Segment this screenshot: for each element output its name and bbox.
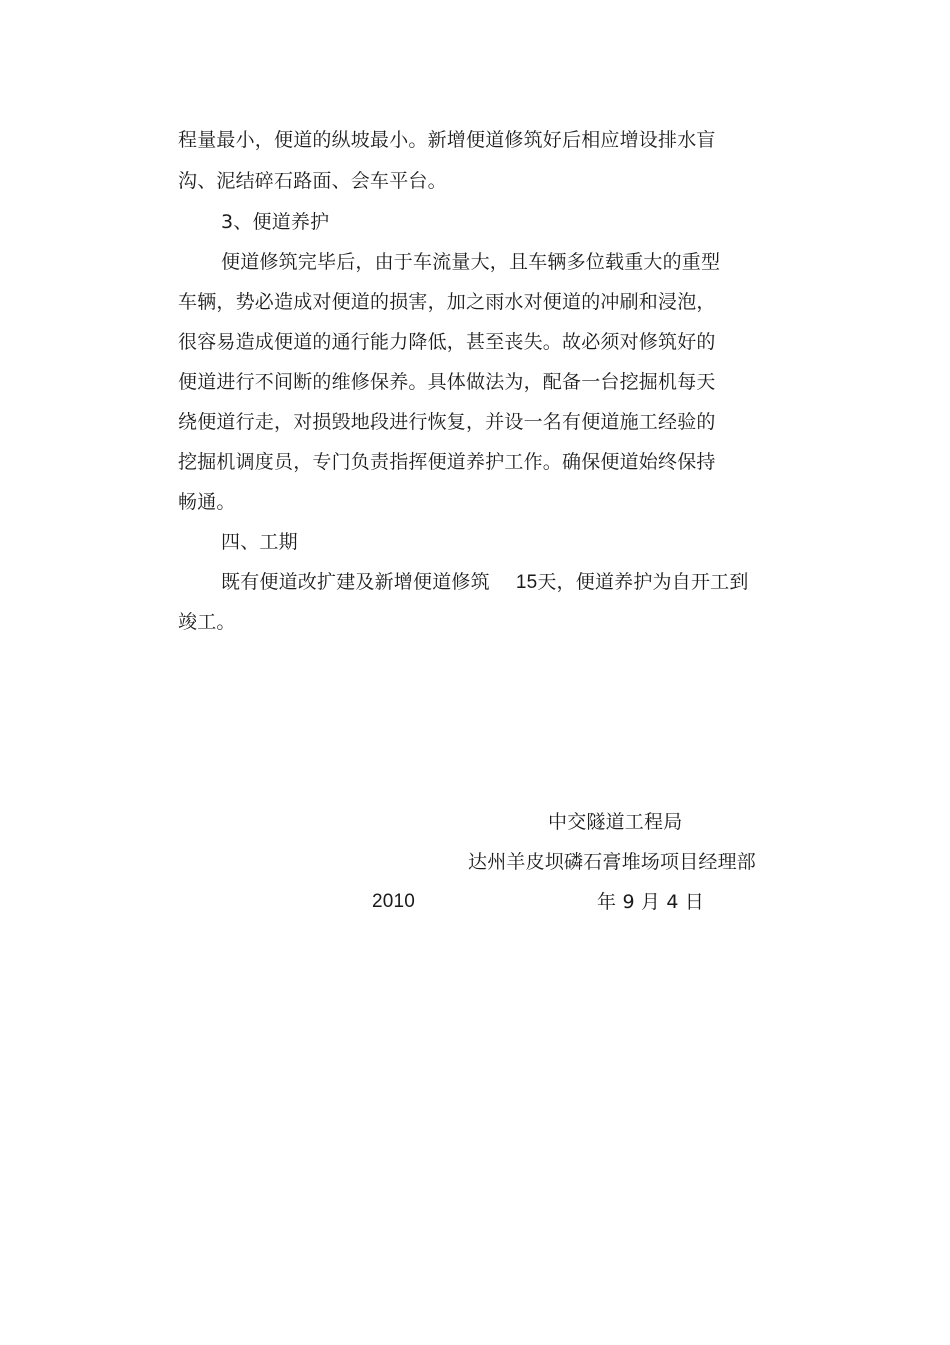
paragraph-line: 竣工。 — [178, 611, 236, 633]
signature-year: 2010 — [372, 891, 416, 912]
paragraph-line: 畅通。 — [178, 491, 236, 513]
signature-department: 达州羊皮坝磷石膏堆场项目经理部 — [468, 851, 757, 873]
paragraph-line: 沟、泥结碎石路面、会车平台。 — [178, 170, 447, 192]
section-heading: 3、便道养护 — [221, 211, 330, 233]
schedule-days: 15 — [515, 572, 538, 593]
paragraph-line: 便道进行不间断的维修保养。具体做法为，配备一台挖掘机每天 — [178, 371, 716, 393]
schedule-suffix: 天，便道养护为自开工到 — [537, 571, 749, 593]
signature-organization: 中交隧道工程局 — [548, 811, 683, 833]
paragraph-line: 挖掘机调度员，专门负责指挥便道养护工作。确保便道始终保持 — [178, 451, 716, 473]
paragraph-line: 便道修筑完毕后，由于车流量大，且车辆多位载重大的重型 — [221, 251, 721, 273]
section-heading: 四、工期 — [221, 531, 298, 553]
signature-date: 年 9 月 4 日 — [597, 891, 705, 913]
paragraph-line: 车辆，势必造成对便道的损害，加之雨水对便道的冲刷和浸泡， — [178, 291, 716, 313]
schedule-prefix: 既有便道改扩建及新增便道修筑 — [221, 571, 490, 593]
paragraph-line: 绕便道行走，对损毁地段进行恢复，并设一名有便道施工经验的 — [178, 411, 716, 433]
schedule-line — [221, 570, 749, 595]
paragraph-line: 程量最小，便道的纵坡最小。新增便道修筑好后相应增设排水盲 — [178, 129, 716, 151]
paragraph-line: 很容易造成便道的通行能力降低，甚至丧失。故必须对修筑好的 — [178, 331, 716, 353]
